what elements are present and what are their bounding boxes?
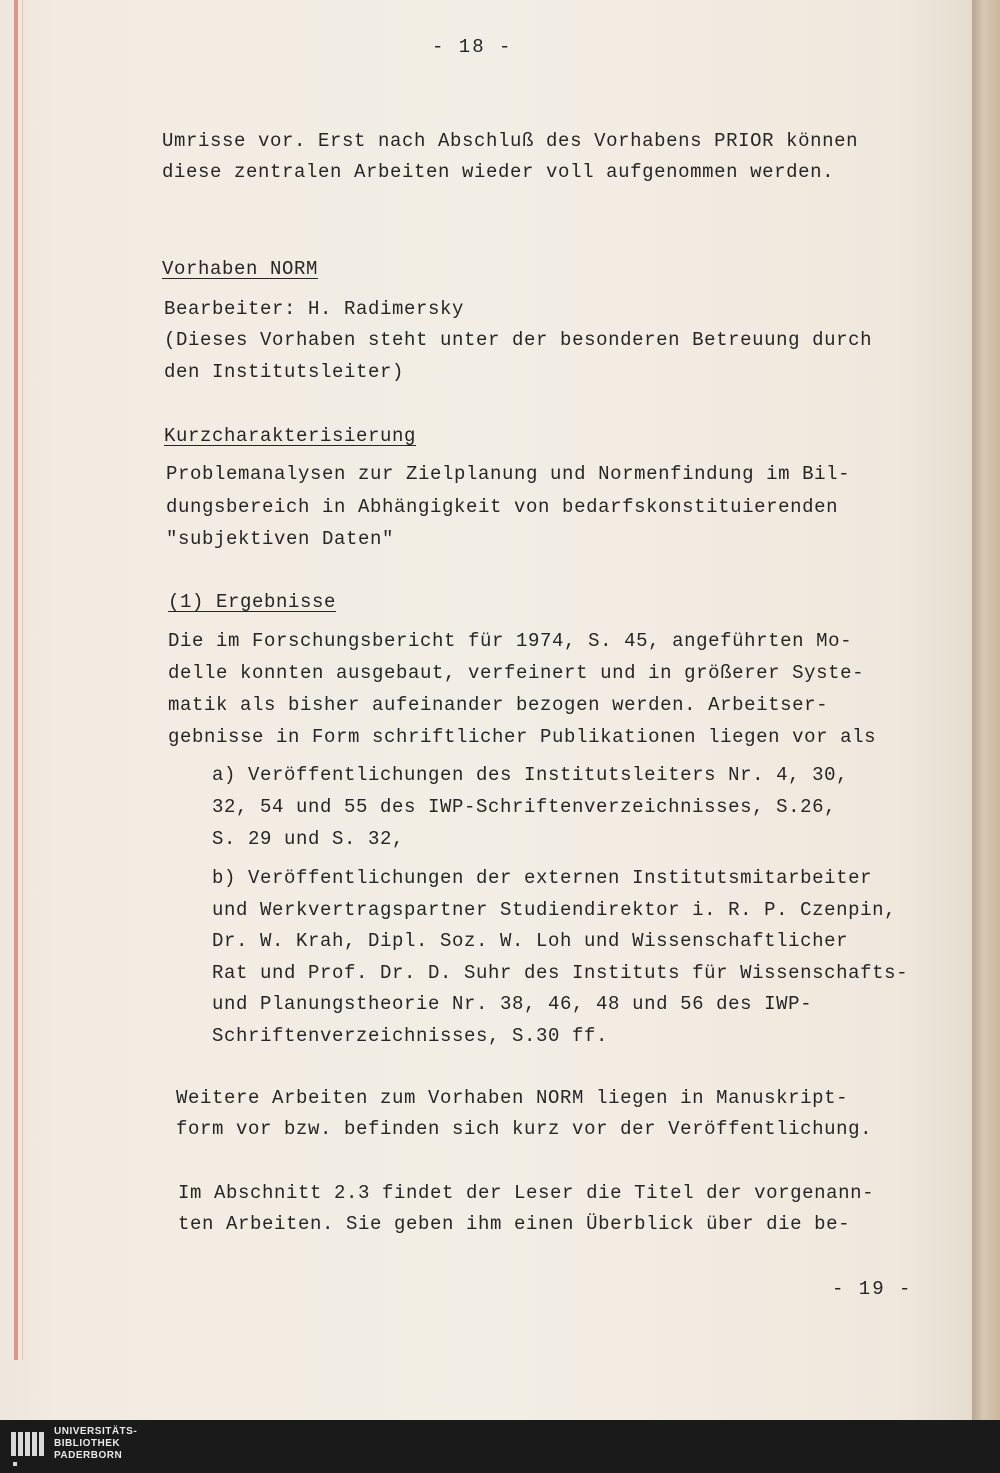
section-heading-kurzcharakterisierung: Kurzcharakterisierung [164, 425, 417, 447]
text-line: Weitere Arbeiten zum Vorhaben NORM liegen in Manuskript- [176, 1087, 849, 1109]
text-line: ten Arbeiten. Sie geben ihm einen Überblick über die be- [178, 1213, 851, 1235]
section-heading-vorhaben-norm: Vorhaben NORM [162, 258, 319, 280]
text-line: Schriftenverzeichnisses, S.30 ff. [212, 1025, 609, 1047]
text-line: Im Abschnitt 2.3 findet der Leser die Titel der vorgenann- [178, 1182, 875, 1204]
text-line: delle konnten ausgebaut, verfeinert und in größerer Syste- [168, 662, 865, 684]
text-line: "subjektiven Daten" [166, 528, 395, 550]
text-line: dungsbereich in Abhängigkeit von bedarfskonstituierenden [166, 496, 839, 518]
section-heading-ergebnisse: (1) Ergebnisse [168, 591, 337, 613]
red-margin-line-secondary [22, 0, 23, 1360]
text-line: Problemanalysen zur Zielplanung und Normenfindung im Bil- [166, 463, 851, 485]
text-line: form vor bzw. befinden sich kurz vor der Veröffentlichung. [176, 1118, 873, 1140]
list-item-b: b) Veröffentlichungen der externen Institutsmitarbeiter [212, 867, 873, 889]
text-line: Umrisse vor. Erst nach Abschluß des Vorhabens PRIOR können [162, 130, 859, 152]
footer-line-bibliothek: BIBLIOTHEK [54, 1438, 121, 1449]
text-line: matik als bisher aufeinander bezogen werden. Arbeitser- [168, 694, 829, 716]
list-item-a: a) Veröffentlichungen des Institutsleiters Nr. 4, 30, [212, 764, 849, 786]
text-line: Rat und Prof. Dr. D. Suhr des Instituts für Wissenschafts- [212, 962, 909, 984]
footer-line-universitats: UNIVERSITÄTS- [54, 1426, 138, 1437]
text-line: 32, 54 und 55 des IWP-Schriftenverzeichnisses, S.26, [212, 796, 837, 818]
red-margin-line [14, 0, 18, 1360]
text-line: Dr. W. Krah, Dipl. Soz. W. Loh und Wissenschaftlicher [212, 930, 849, 952]
page-number-bottom: - 19 - [832, 1278, 913, 1300]
text-line: und Planungstheorie Nr. 38, 46, 48 und 56 des IWP- [212, 993, 813, 1015]
text-line: Bearbeiter: H. Radimersky [164, 298, 465, 320]
text-line: den Institutsleiter) [164, 361, 405, 383]
page-number-top: - 18 - [432, 36, 513, 58]
library-footer-bar [0, 1420, 1000, 1473]
footer-line-paderborn: PADERBORN [54, 1450, 123, 1461]
text-line: und Werkvertragspartner Studiendirektor i. R. P. Czenpin, [212, 899, 897, 921]
library-logo-icon [8, 1426, 48, 1466]
text-line: diese zentralen Arbeiten wieder voll aufgenommen werden. [162, 161, 835, 183]
book-page-edge [972, 0, 1000, 1473]
text-line: Die im Forschungsbericht für 1974, S. 45, angeführten Mo- [168, 630, 853, 652]
text-line: gebnisse in Form schriftlicher Publikationen liegen vor als [168, 726, 877, 748]
text-line: S. 29 und S. 32, [212, 828, 405, 850]
text-line: (Dieses Vorhaben steht unter der besonderen Betreuung durch [164, 329, 873, 351]
